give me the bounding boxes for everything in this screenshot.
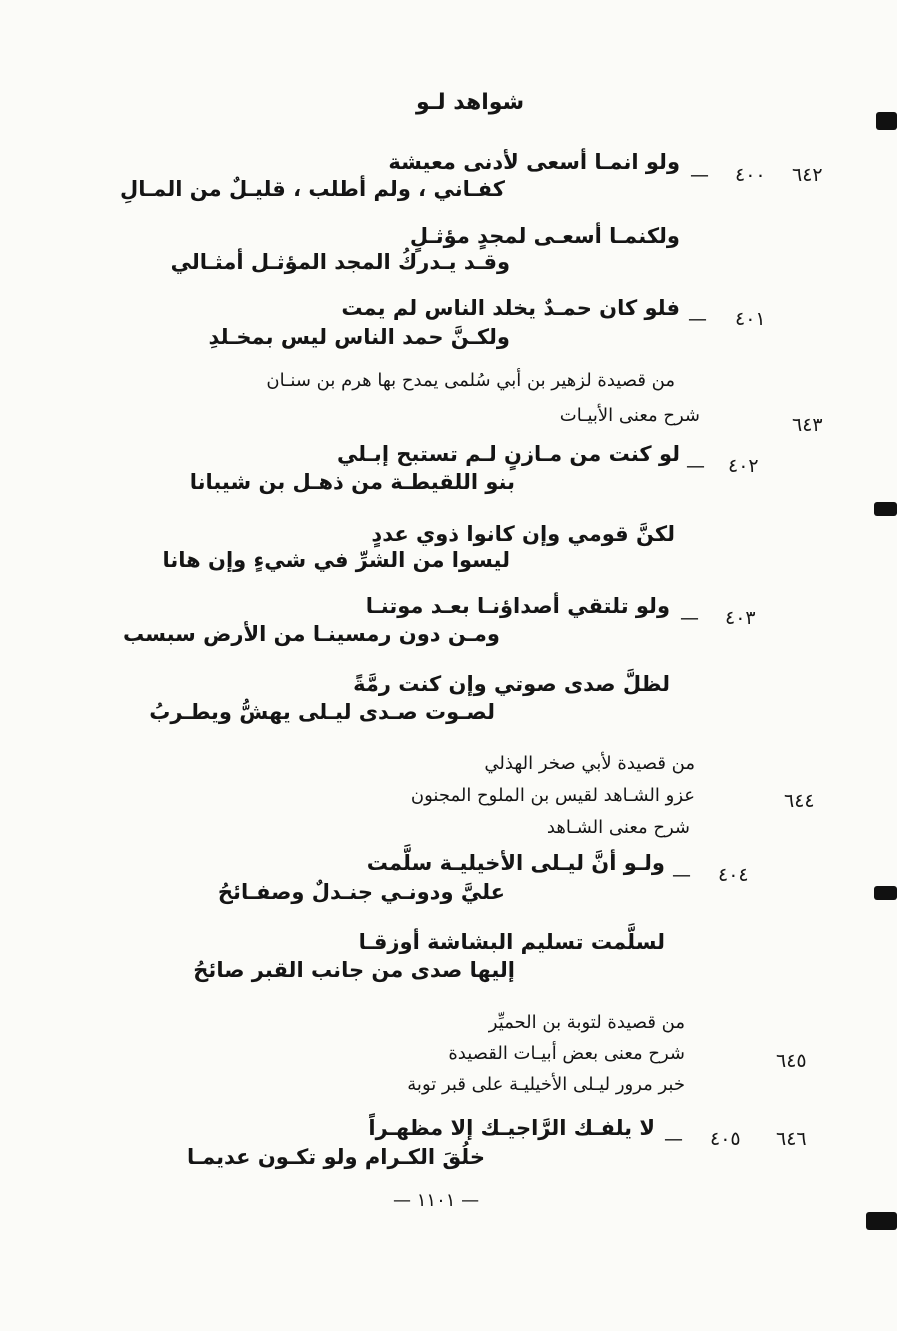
verse-line: إليها صدى من جانب القبر صائحُ [193, 958, 515, 982]
note-line: من قصيدة لأبي صخر الهذلي [484, 753, 695, 774]
verse-line: كفـاني ، ولم أطلب ، قليـلٌ من المـالِ [119, 177, 505, 201]
page-ref: ٦٤٣ [792, 414, 823, 436]
scan-mark [874, 502, 897, 516]
entry-number: ٤٠٢ [728, 455, 759, 477]
verse-line: ولو تلتقي أصداؤنـا بعـد موتنـا [365, 594, 670, 618]
verse-line: ومـن دون رمسينـا من الأرض سبسب [122, 622, 500, 646]
entry-dash: — [688, 308, 707, 330]
note-line: شرح معنى الشـاهد [546, 817, 690, 838]
entry-dash: — [664, 1128, 683, 1150]
note-line: من قصيدة لتوبة بن الحميِّر [488, 1012, 685, 1033]
note-line: شرح معنى الأبيـات [559, 405, 700, 426]
scan-mark [876, 112, 897, 130]
verse-line: فلو كان حمـدٌ يخلد الناس لم يمت [341, 296, 680, 320]
scan-mark [866, 1212, 897, 1230]
entry-dash: — [680, 607, 699, 629]
verse-line: ولكـنَّ حمد الناس ليس بمخـلدِ [208, 325, 510, 349]
verse-line: لو كنت من مـازنٍ لـم تستبح إبـلي [336, 442, 680, 466]
verse-line: ولكنمـا أسعـى لمجدٍ مؤثـلٍ [409, 224, 680, 248]
entry-dash: — [672, 864, 691, 886]
verse-line: عليَّ ودونـي جنـدلٌ وصفـائحُ [217, 880, 505, 904]
verse-line: لظلَّ صدى صوتي وإن كنت رمَّةً [353, 672, 670, 696]
page-ref: ٦٤٢ [792, 164, 823, 186]
entry-dash: — [690, 164, 709, 186]
verse-line: بنو اللقيطـة من ذهـل بن شيبانا [189, 470, 515, 494]
verse-line: ولـو أنَّ ليـلى الأخيليـة سلَّمت [366, 851, 665, 875]
verse-line: لسلَّمت تسليم البشاشة أوزقـا [358, 930, 665, 954]
verse-line: لصـوت صـدى ليـلى يهشُّ ويطـربُ [149, 700, 495, 724]
page-ref: ٦٤٤ [784, 790, 815, 812]
note-line: شرح معنى بعض أبيـات القصيدة [448, 1043, 685, 1064]
page-number: — ١١٠١ — [393, 1190, 480, 1211]
entry-number: ٤٠٠ [735, 164, 766, 186]
verse-line: ولو انمـا أسعى لأدنى معيشة [388, 150, 680, 174]
verse-line: لكنَّ قومي وإن كانوا ذوي عددٍ [371, 522, 675, 546]
entry-number: ٤٠٤ [718, 864, 749, 886]
scan-mark [874, 886, 897, 900]
verse-line: لا يلفـك الرَّاجيـك إلا مظهـراً [368, 1116, 655, 1140]
page-ref: ٦٤٥ [776, 1050, 807, 1072]
page-ref: ٦٤٦ [776, 1128, 807, 1150]
verse-line: وقـد يـدركُ المجد المؤثـل أمثـالي [170, 250, 510, 274]
note-line: خبر مرور ليـلى الأخيليـة على قبر توبة [407, 1074, 685, 1095]
entry-number: ٤٠٥ [710, 1128, 741, 1150]
note-line: من قصيدة لزهير بن أبي سُلمى يمدح بها هرم بن سنـان [266, 370, 675, 391]
entry-number: ٤٠٣ [725, 607, 756, 629]
verse-line: ليسوا من الشرِّ في شيءٍ وإن هانا [162, 548, 510, 572]
entry-dash: — [686, 455, 705, 477]
verse-line: خلُقَ الكـرام ولو تكـون عديمـا [187, 1145, 485, 1169]
note-line: عزو الشـاهد لقيس بن الملوح المجنون [410, 785, 695, 806]
entry-number: ٤٠١ [735, 308, 766, 330]
page-title: شواهد لـو [416, 90, 525, 115]
